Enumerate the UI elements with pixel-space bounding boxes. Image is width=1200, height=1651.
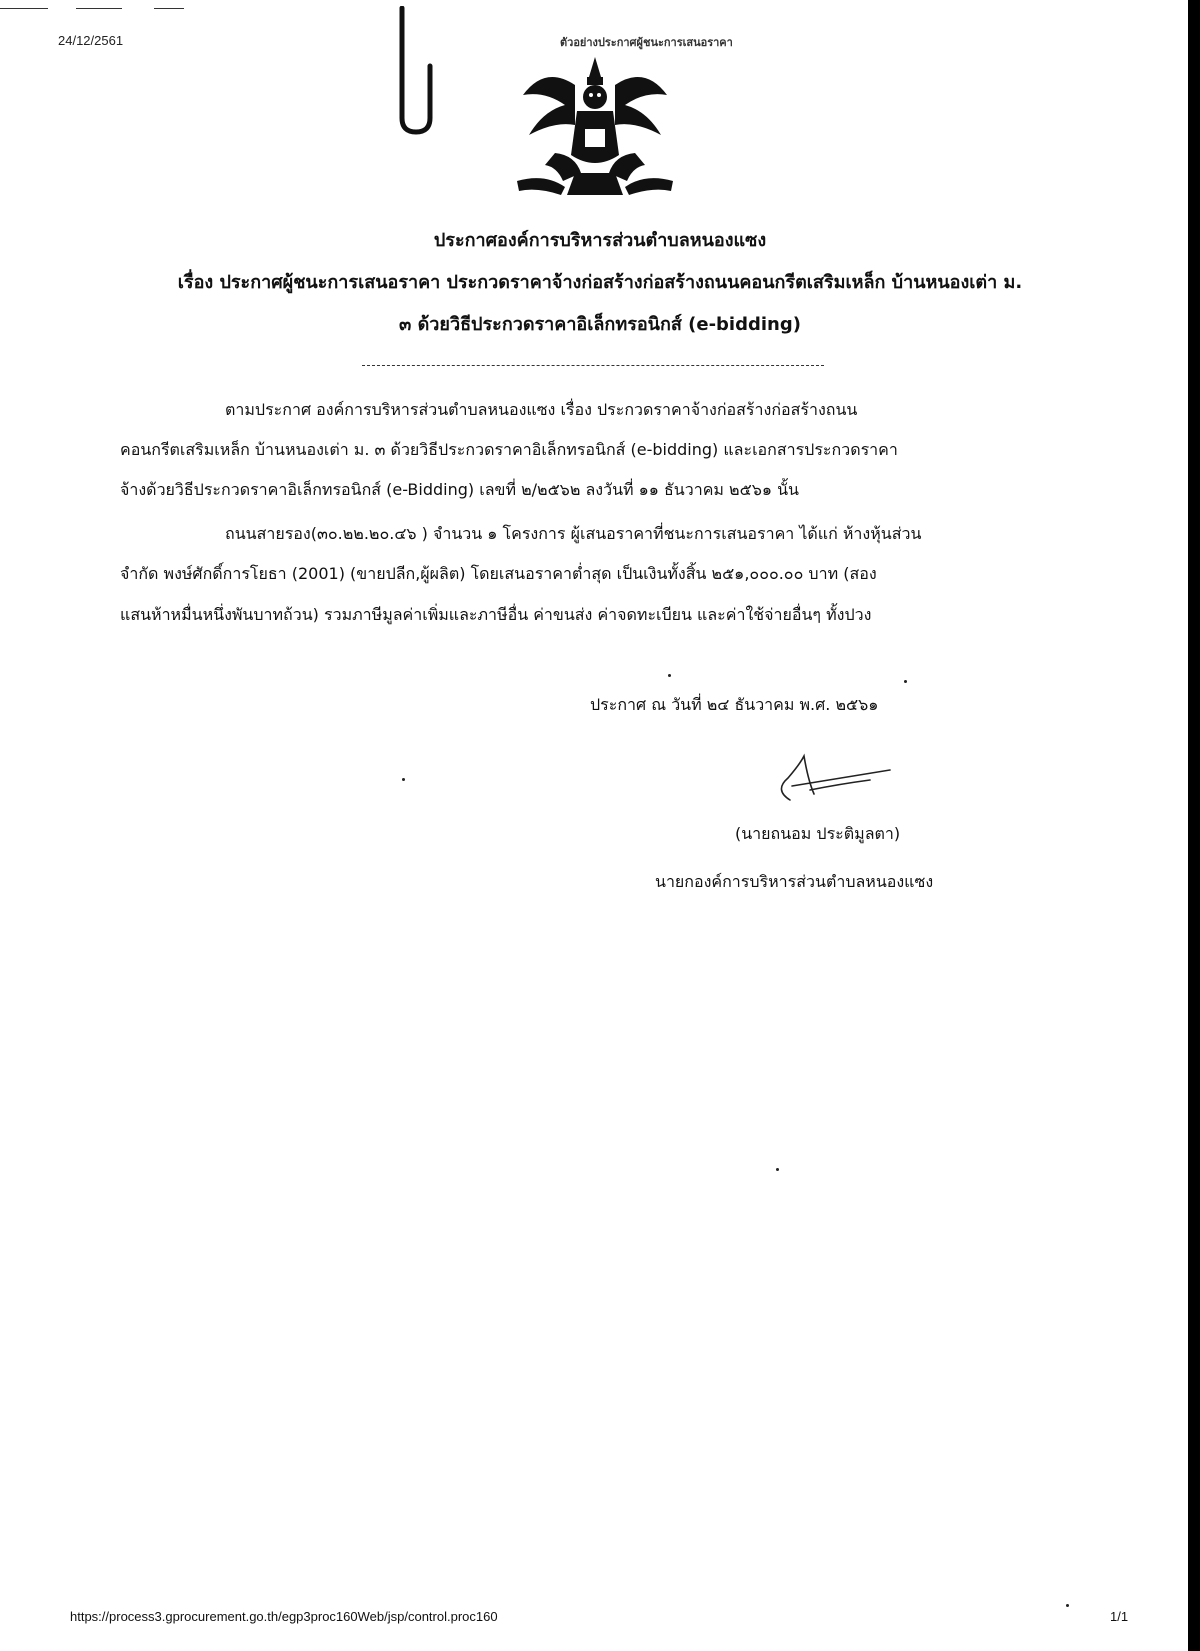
footer-url: https://process3.gprocurement.go.th/egp3proc160Web/jsp/control.proc160 xyxy=(70,1609,498,1624)
body-line: ตามประกาศ องค์การบริหารส่วนตำบลหนองแซง เรื่อง ประกวดราคาจ้างก่อสร้างก่อสร้างถนน xyxy=(225,400,858,419)
announce-date: ประกาศ ณ วันที่ ๒๔ ธันวาคม พ.ศ. ๒๕๖๑ xyxy=(590,695,879,714)
document-title-line2: เรื่อง ประกาศผู้ชนะการเสนอราคา ประกวดราคาจ้างก่อสร้างก่อสร้างถนนคอนกรีตเสริมเหล็ก บ้านหนองเต่า ม. xyxy=(177,272,1023,293)
scan-mark xyxy=(154,8,184,9)
signer-name: (นายถนอม ประติมูลตา) xyxy=(735,824,901,843)
body-line: คอนกรีตเสริมเหล็ก บ้านหนองเต่า ม. ๓ ด้วยวิธีประกวดราคาอิเล็กทรอนิกส์ (e-bidding) และเอกสารประกวดราคา xyxy=(120,440,898,459)
body-line: ถนนสายรอง(๓๐.๒๒.๒๐.๔๖ ) จำนวน ๑ โครงการ ผู้เสนอราคาที่ชนะการเสนอราคา ได้แก่ ห้างหุ้นส่วน xyxy=(225,524,922,543)
scan-speck xyxy=(1066,1604,1069,1607)
body-line: จ้างด้วยวิธีประกวดราคาอิเล็กทรอนิกส์ (e-Bidding) เลขที่ ๒/๒๕๖๒ ลงวันที่ ๑๑ ธันวาคม ๒๕๖๑ นั้น xyxy=(120,480,799,499)
document-title-line3: ๓ ด้วยวิธีประกวดราคาอิเล็กทรอนิกส์ (e-bidding) xyxy=(399,314,801,335)
document-title-line1: ประกาศองค์การบริหารส่วนตำบลหนองแซง xyxy=(433,230,767,251)
body-line: จำกัด พงษ์ศักดิ์การโยธา (2001) (ขายปลีก,ผู้ผลิต) โดยเสนอราคาต่ำสุด เป็นเงินทั้งสิ้น ๒๕๑,๐๐๐.๐๐ บาท (สอง xyxy=(120,564,877,583)
paper-clip-icon xyxy=(398,6,448,136)
page-number: 1/1 xyxy=(1110,1609,1129,1624)
body-line: แสนห้าหมื่นหนึ่งพันบาทถ้วน) รวมภาษีมูลค่าเพิ่มและภาษีอื่น ค่าขนส่ง ค่าจดทะเบียน และค่าใช้จ่ายอื่นๆ ทั้งปวง xyxy=(120,605,872,624)
signature-icon xyxy=(770,750,910,810)
print-date: 24/12/2561 xyxy=(58,33,124,48)
scan-speck xyxy=(776,1168,779,1171)
signer-title: นายกองค์การบริหารส่วนตำบลหนองแซง xyxy=(655,872,934,891)
scan-speck xyxy=(668,674,671,677)
sample-label: ตัวอย่างประกาศผู้ชนะการเสนอราคา xyxy=(560,36,733,49)
scan-speck xyxy=(402,778,405,781)
scan-speck xyxy=(904,680,907,683)
garuda-emblem-icon xyxy=(515,55,675,205)
scan-mark xyxy=(76,8,122,9)
title-separator xyxy=(362,365,824,366)
scan-mark xyxy=(0,8,48,9)
